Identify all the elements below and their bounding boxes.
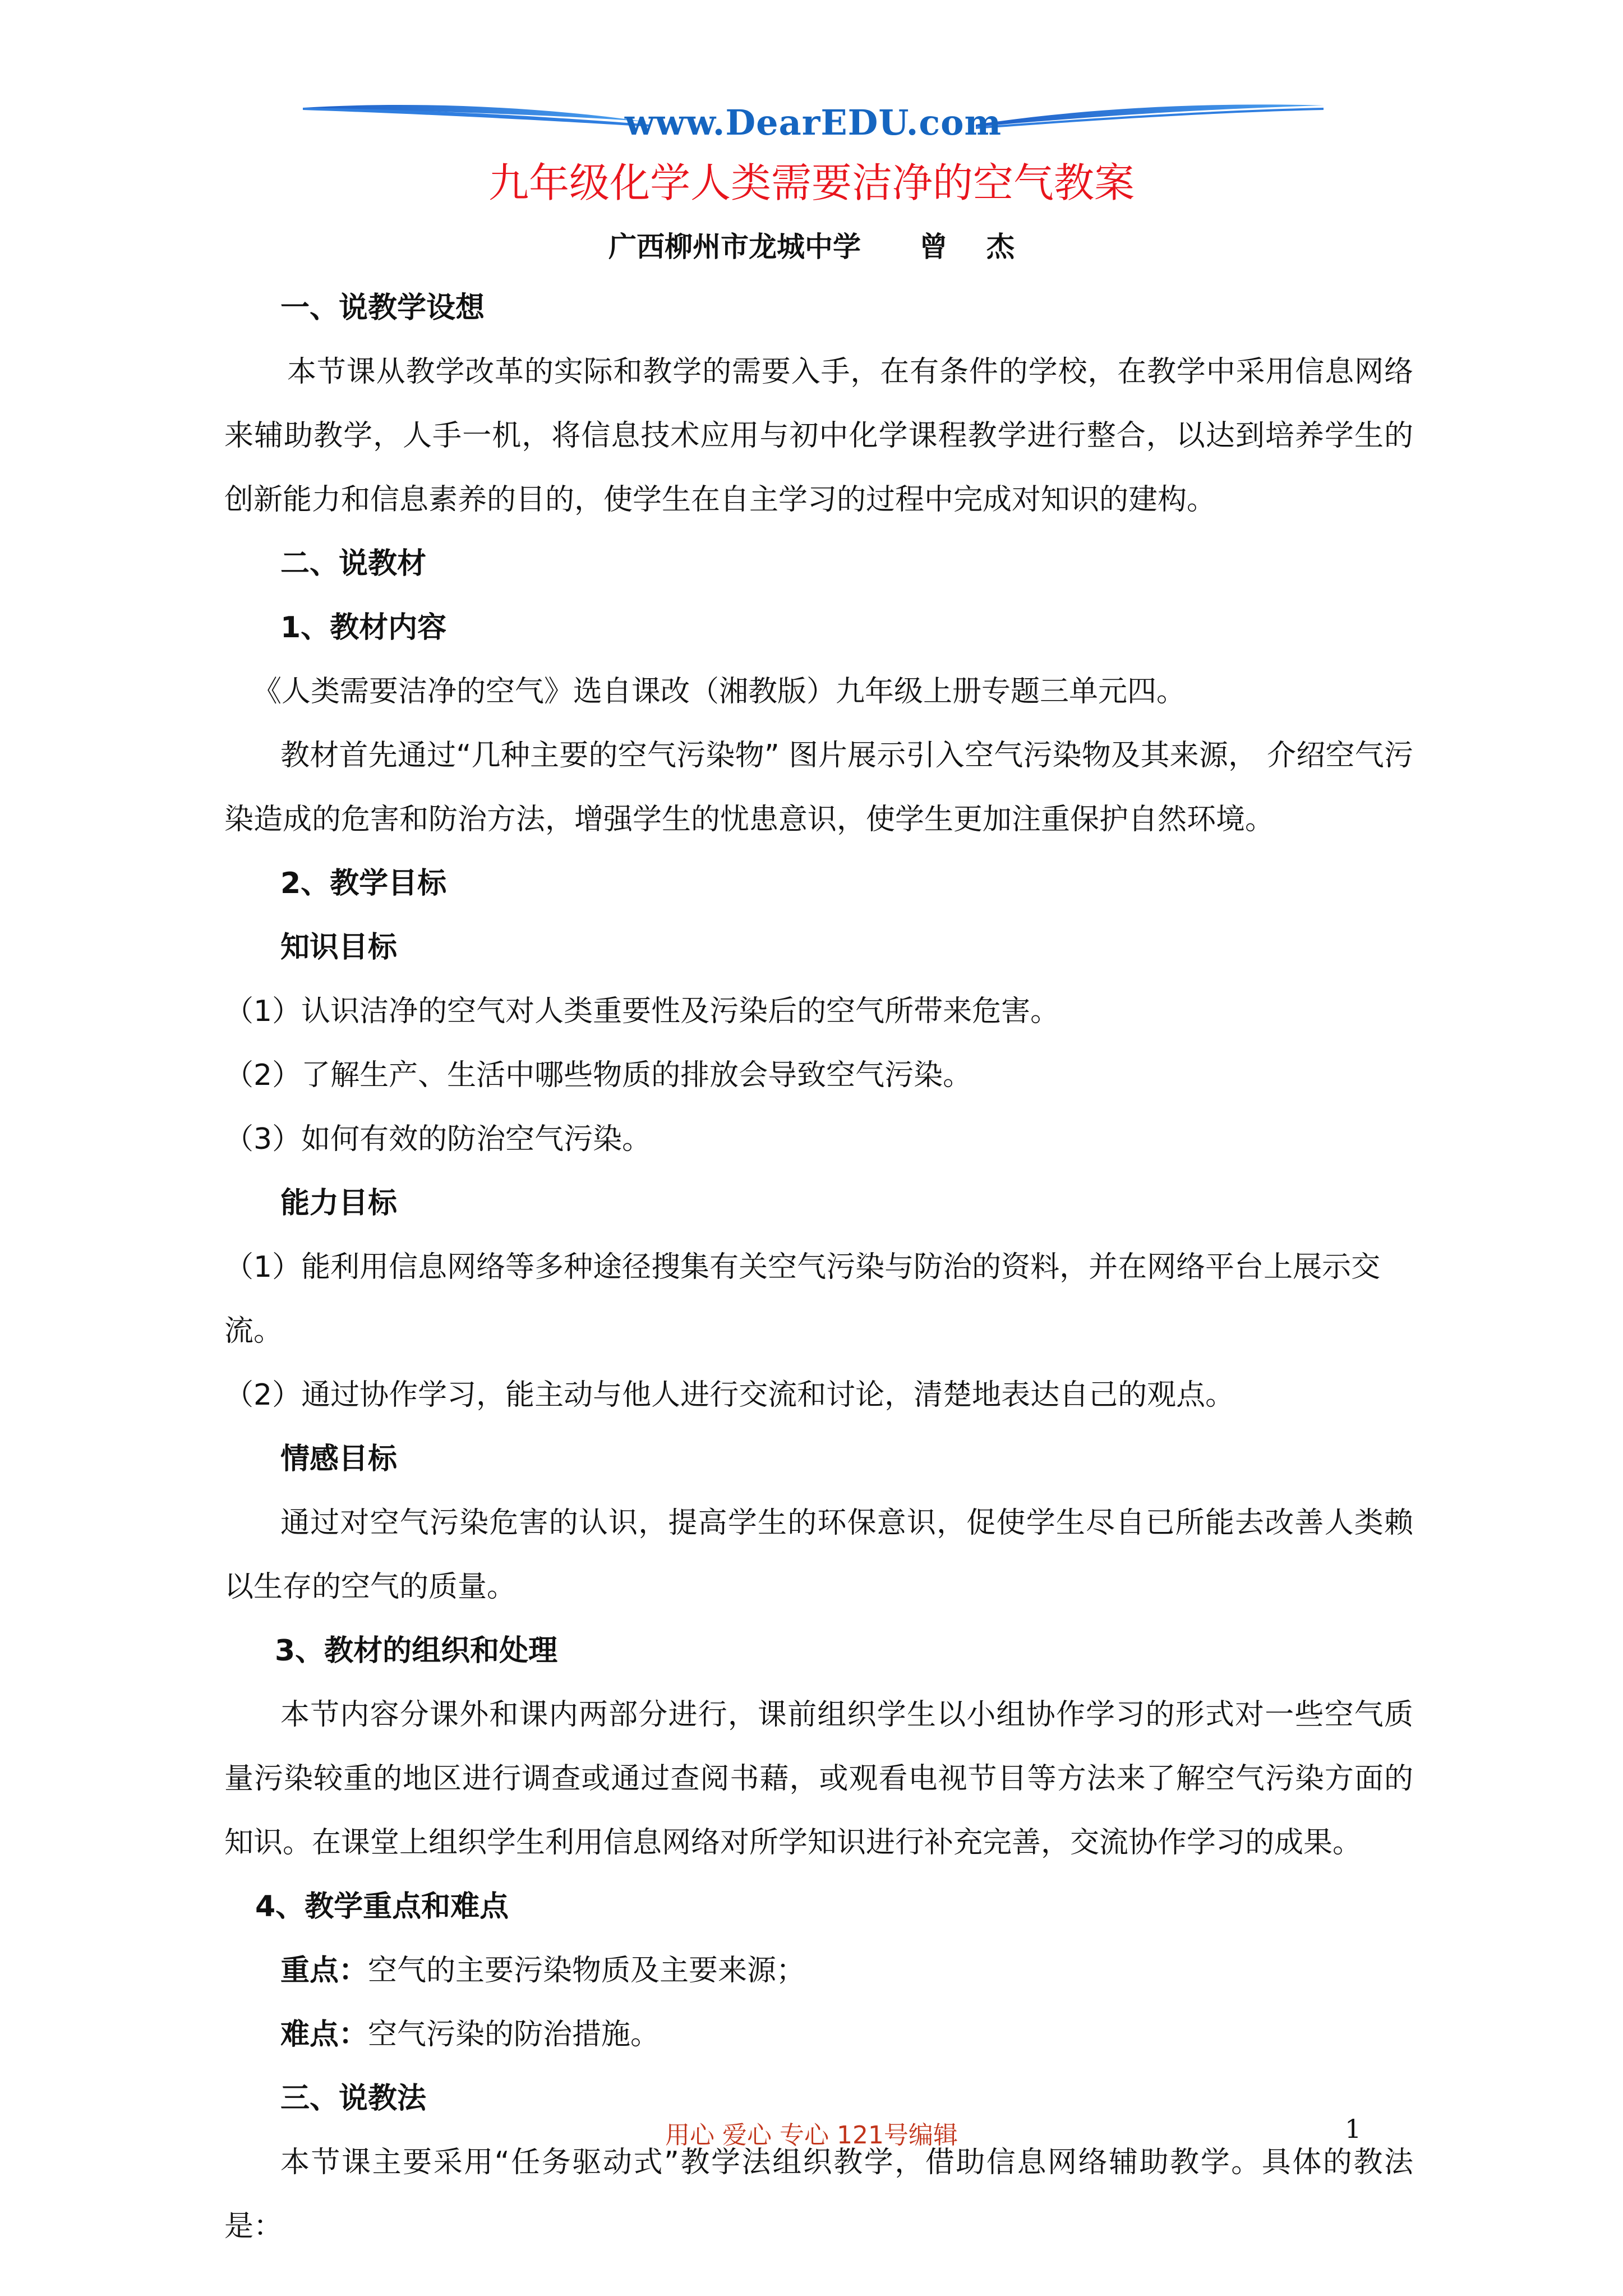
author-line: 广西柳州市龙城中学 曾 杰 [608, 231, 1015, 263]
difficult-label: 难点： [280, 2018, 368, 2051]
section-heading: 二、说教材 [280, 547, 427, 581]
objective-heading: 情感目标 [280, 1442, 398, 1476]
banner-url[interactable]: www.DearEDU.com [624, 102, 1002, 143]
key-label: 重点： [280, 1954, 368, 1987]
subsection-heading: 2、教学目标 [280, 867, 447, 900]
document-title: 九年级化学人类需要洁净的空气教案 [488, 159, 1135, 206]
difficult-point [224, 2003, 1413, 2067]
list-item: （3）如何有效的防治空气污染。 [224, 1122, 652, 1156]
list-item: （1）认识洁净的空气对人类重要性及污染后的空气所带来危害。 [224, 995, 1060, 1028]
difficult-text: 空气污染的防治措施。 [368, 2018, 660, 2051]
document-body [224, 276, 1413, 2258]
list-item: （2）通过协作学习，能主动与他人进行交流和讨论，清楚地表达自己的观点。 [224, 1378, 1235, 1412]
objective-heading: 能力目标 [280, 1186, 398, 1220]
subsection-heading: 1、教材内容 [280, 611, 447, 645]
section-heading: 一、说教学设想 [280, 291, 485, 325]
paragraph: 本节内容分课外和课内两部分进行，课前组织学生以小组协作学习的形式对一些空气质量污染较重的地区进行调查或通过查阅书藉，或观看电视节目等方法来了解空气污染方面的知识。在课堂上组织学生利用信息网络对所学知识进行补充完善，交流协作学习的成果。 [224, 1698, 1413, 1860]
objective-heading: 知识目标 [280, 931, 398, 964]
paragraph: 本节课主要采用“任务驱动式”教学法组织教学，借助信息网络辅助教学。具体的教法是： [224, 2146, 1413, 2243]
paragraph: 教材首先通过“几种主要的空气污染物” 图片展示引入空气污染物及其来源， 介绍空气污染造成的危害和防治方法，增强学生的忧患意识，使学生更加注重保护自然环境。 [224, 739, 1413, 836]
key-text: 空气的主要污染物质及主要来源； [368, 1954, 806, 1987]
subsection-heading: 4、教学重点和难点 [255, 1890, 509, 1924]
site-banner [303, 95, 1324, 157]
key-point [224, 1939, 1413, 2003]
footer-text: 用心 爱心 专心 121号编辑 [665, 2121, 958, 2150]
page-number: 1 [1345, 2114, 1362, 2144]
list-item: （1）能利用信息网络等多种途径搜集有关空气污染与防治的资料，并在网络平台上展示交流。 [224, 1250, 1381, 1348]
list-item: （2）了解生产、生活中哪些物质的排放会导致空气污染。 [224, 1059, 972, 1092]
paragraph: 本节课从教学改革的实际和教学的需要入手，在有条件的学校，在教学中采用信息网络来辅助教学，人手一机，将信息技术应用与初中化学课程教学进行整合，以达到培养学生的创新能力和信息素养的目的，使学生在自主学习的过程中完成对知识的建构。 [224, 355, 1413, 517]
paragraph: 通过对空气污染危害的认识，提高学生的环保意识，促使学生尽自已所能去改善人类赖以生存的空气的质量。 [224, 1506, 1413, 1604]
subsection-heading: 3、教材的组织和处理 [275, 1634, 558, 1668]
paragraph: 《人类需要洁净的空气》选自课改（湘教版）九年级上册专题三单元四。 [252, 675, 1186, 708]
section-heading: 三、说教法 [280, 2082, 427, 2115]
